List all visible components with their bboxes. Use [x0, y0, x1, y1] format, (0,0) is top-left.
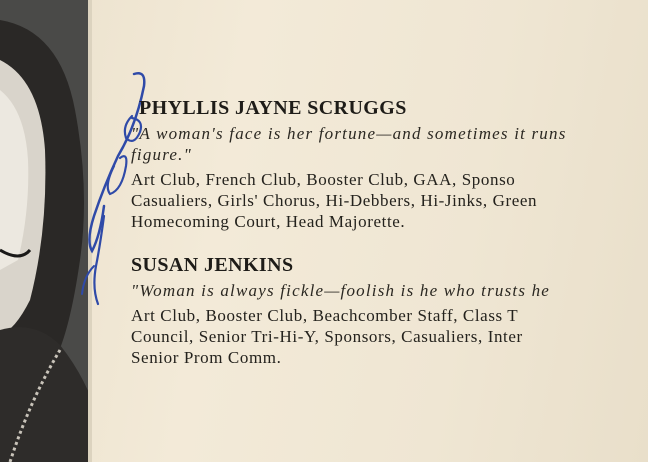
- activities-line: Art Club, Booster Club, Beachcomber Staff, Class T: [131, 306, 519, 325]
- activities-line: Council, Senior Tri-Hi-Y, Sponsors, Casualiers, Inter: [131, 327, 523, 346]
- activities-line: Casualiers, Girls' Chorus, Hi-Debbers, Hi-Jinks, Green: [131, 191, 538, 210]
- student-activities: [131, 169, 648, 232]
- quote-line: "Woman is always fickle—foolish is he who trusts he: [131, 281, 551, 300]
- senior-entry: [131, 253, 648, 368]
- student-name: SUSAN JENKINS: [131, 254, 294, 276]
- senior-entry: [131, 96, 648, 232]
- student-quote: [131, 280, 648, 301]
- activities-line: Senior Prom Comm.: [131, 348, 282, 367]
- student-quote: [131, 123, 648, 165]
- student-portrait-photo: [0, 0, 92, 462]
- portrait-image: [0, 0, 92, 462]
- activities-line: Homecoming Court, Head Majorette.: [131, 212, 406, 231]
- activities-line: Art Club, French Club, Booster Club, GAA, Sponso: [131, 170, 516, 189]
- student-name: PHYLLIS JAYNE SCRUGGS: [139, 97, 407, 119]
- student-activities: [131, 305, 648, 368]
- quote-line: figure.": [131, 145, 192, 164]
- quote-line: "A woman's face is her fortune—and sometimes it runs: [131, 124, 567, 143]
